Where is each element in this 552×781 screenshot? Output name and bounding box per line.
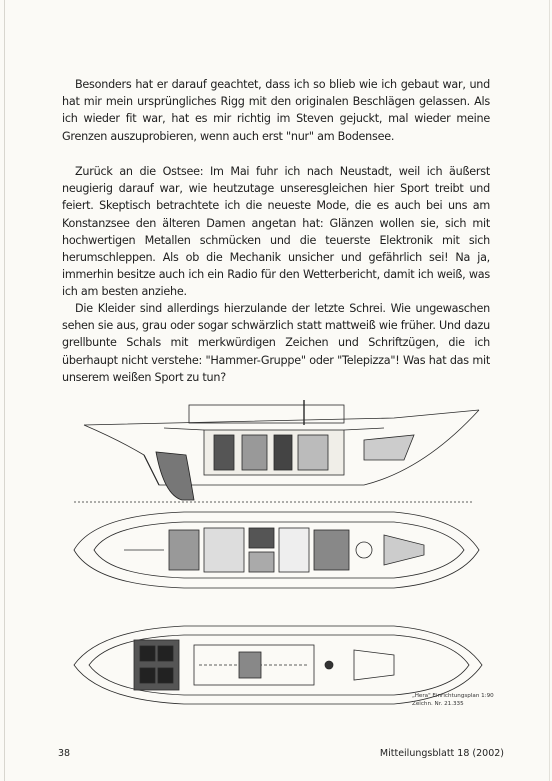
- page-number: 38: [58, 748, 71, 759]
- journal-title: Mitteilungsblatt 18 (2002): [379, 748, 504, 759]
- yacht-interior-plan-drawing: [64, 400, 484, 730]
- paragraph-2-text: Zurück an die Ostsee: Im Mai fuhr ich nach Neustadt, weil ich äußerst neugierig darauf war, wie heutzutage unseresgleichen hier Sport treibt und feiert. Skeptisch betrachtete ich die neueste Mode, die es auch bei uns am Konstanzsee den älteren Damen angetan hat: Glänzen wollen sie, sich mit hochwertigen Metallen schmücken und die teuerste Elektronik mit sich herumschleppen. Als ob die Mechanik unsicher und gefährlich sei! Na ja, immerhin besitze auch ich ein Radio für den Wetterbericht, damit ich weiß, was ich am besten anziehe.: [62, 165, 490, 299]
- caption-title: „Hera" Einrichtungsplan 1:90: [412, 693, 494, 699]
- caption-drawing-number: Zeichn. Nr. 21.335: [412, 701, 464, 707]
- figure-caption: [412, 692, 502, 708]
- paragraph-3: [62, 300, 490, 386]
- interior-plan-view: [74, 512, 479, 588]
- paragraph-3-text: Die Kleider sind allerdings hierzulande der letzte Schrei. Wie ungewaschen sehen sie aus, grau oder sogar schwärzlich statt mattweiß wie früher. Und dazu grellbunte Schals mit merkwürdigen Zeichen und Schriftzügen, die ich überhaupt nicht verstehe: "Hammer-Gruppe" oder "Telepizza"! Was hat das mit unserem weißen Sport zu tun?: [62, 302, 490, 384]
- paragraph-1: [62, 76, 490, 145]
- paragraph-1-text: Besonders hat er darauf geachtet, dass ich so blieb wie ich gebaut war, und hat mir mein ursprüngliches Rigg mit den originalen Beschlägen gelassen. Als ich wieder fit war, hat es mir richtig im Steven gejuckt, mal wieder meine Grenzen auszuprobieren, wenn auch erst "nur" am Bodensee.: [62, 78, 490, 143]
- side-profile-view: [74, 400, 479, 502]
- paragraph-2: [62, 163, 490, 301]
